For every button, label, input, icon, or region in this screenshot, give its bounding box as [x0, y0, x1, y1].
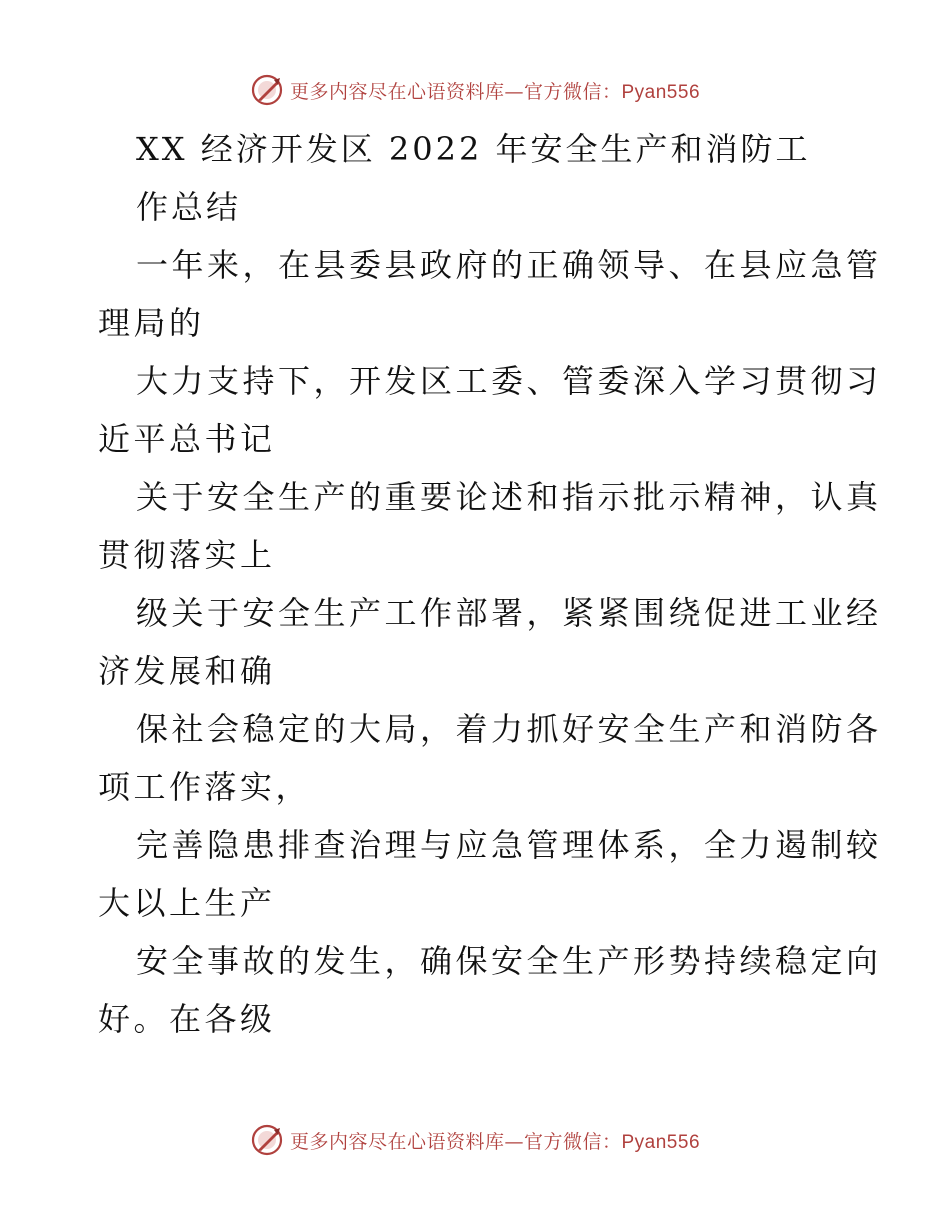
document-title-line-1: XX 经济开发区 2022 年安全生产和消防工 — [136, 130, 811, 168]
watermark-banner-top — [0, 70, 950, 110]
paragraph-line: 济发展和确 — [98, 652, 276, 690]
paragraph-line: 完善隐患排查治理与应急管理体系，全力遏制较 — [136, 826, 882, 864]
paragraph-line: 大以上生产 — [98, 884, 276, 922]
paragraph-line: 安全事故的发生，确保安全生产形势持续稳定向 — [136, 942, 882, 980]
watermark-prefix: 更多内容尽在心语资料库—官方微信： — [289, 1130, 622, 1153]
watermark-text — [290, 77, 700, 104]
watermark-prefix: 更多内容尽在心语资料库—官方微信： — [289, 80, 622, 103]
paragraph-line: 级关于安全生产工作部署，紧紧围绕促进工业经 — [136, 594, 882, 632]
paragraph-line: 一年来，在县委县政府的正确领导、在县应急管 — [136, 246, 882, 284]
quill-seal-icon — [250, 1123, 284, 1157]
paragraph-line: 保社会稳定的大局，着力抓好安全生产和消防各 — [136, 710, 882, 748]
paragraph-line: 理局的 — [98, 304, 205, 342]
paragraph-line: 贯彻落实上 — [98, 536, 276, 574]
quill-seal-icon — [250, 73, 284, 107]
watermark-handle: Pyan556 — [621, 1131, 701, 1153]
document-body — [98, 120, 882, 1048]
watermark-text — [290, 1127, 700, 1154]
paragraph-line: 关于安全生产的重要论述和指示批示精神，认真 — [136, 478, 882, 516]
watermark-handle: Pyan556 — [621, 81, 701, 103]
paragraph-line: 项工作落实， — [98, 768, 312, 806]
paragraph-line: 大力支持下，开发区工委、管委深入学习贯彻习 — [136, 362, 882, 400]
paragraph-line: 近平总书记 — [98, 420, 276, 458]
watermark-banner-bottom — [0, 1120, 950, 1160]
document-title-line-2: 作总结 — [136, 188, 242, 226]
paragraph-line: 好。在各级 — [98, 1000, 276, 1038]
